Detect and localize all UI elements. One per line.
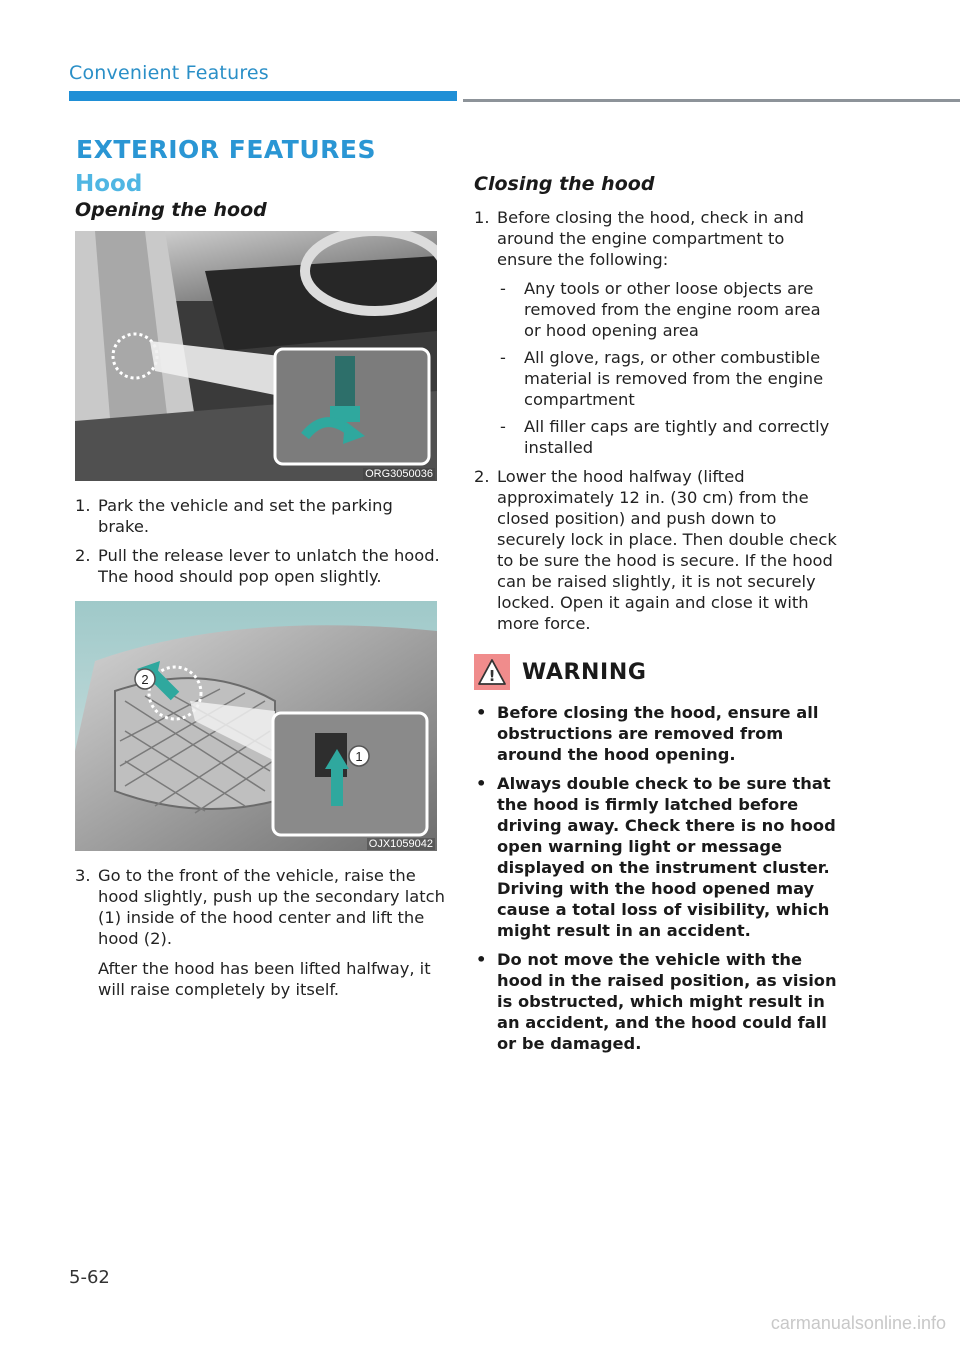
svg-text:!: !	[488, 667, 496, 685]
warning-list	[474, 702, 839, 1054]
car-front-illustration	[75, 601, 437, 851]
opening-steps-list	[75, 495, 445, 587]
list-item: • Always double check to be sure that the hood is firmly latched before driving away. Check there is no hood open warning light or message displayed on the instrument cluster. Driving with the hood opened may cause a total loss of visibility, which might result in an accident.	[476, 774, 836, 940]
list-item: - Any tools or other loose objects are removed from the engine room area or hood opening area	[500, 279, 821, 340]
closing-hood-heading: Closing the hood	[474, 173, 655, 195]
list-item: 2. Pull the release lever to unlatch the hood. The hood should pop open slightly.	[75, 546, 440, 586]
opening-steps-list-2	[75, 865, 445, 1000]
running-header: Convenient Features	[69, 62, 269, 84]
list-item: 2. Lower the hood halfway (lifted approximately 12 in. (30 cm) from the closed position) and push down to securely lock in place. Then double check to be sure the hood is secure. If the hood can be raised slightly, it is not securely locked. Open it again and close it with more force.	[474, 467, 837, 633]
list-item: 1. Before closing the hood, check in and around the engine compartment to ensure the following: - Any tools or other loose objects are removed from the engine room area or hood opening area - All glove, rags, or other combustible material is removed from the engine compartment - All filler caps are tightly and correctly installed	[474, 207, 839, 458]
list-item: - All glove, rags, or other combustible material is removed from the engine compartment	[500, 348, 824, 409]
page-number: 5-62	[69, 1267, 110, 1288]
list-item: • Before closing the hood, ensure all obstructions are removed from around the hood opening.	[476, 703, 819, 764]
list-item: • Do not move the vehicle with the hood in the raised position, as vision is obstructed, which might result in an accident, and the hood could fall or be damaged.	[476, 950, 837, 1053]
step-note: After the hood has been lifted halfway, it will raise completely by itself.	[98, 959, 431, 999]
right-column	[474, 173, 839, 1062]
callout-1: 1	[355, 749, 363, 764]
checklist	[497, 278, 839, 458]
figure-hood-release-lever	[75, 231, 437, 481]
closing-steps-list	[474, 207, 839, 634]
list-item: 3. Go to the front of the vehicle, raise the hood slightly, push up the secondary latch (1) inside of the hood center and lift the hood (2). After the hood has been lifted halfway, it will raise completely by itself.	[75, 866, 445, 999]
figure-hood-latch	[75, 601, 437, 851]
figure-code: ORG3050036	[365, 468, 433, 480]
watermark[interactable]: carmanualsonline.info	[770, 1313, 946, 1333]
interior-illustration	[75, 231, 437, 481]
header-bar-accent	[69, 91, 457, 101]
callout-2: 2	[141, 672, 149, 687]
section-title: EXTERIOR FEATURES	[76, 135, 376, 164]
list-item: 1. Park the vehicle and set the parking brake.	[75, 496, 393, 536]
list-item: - All filler caps are tightly and correctly installed	[500, 417, 830, 457]
hood-heading: Hood	[75, 171, 143, 197]
opening-hood-heading: Opening the hood	[75, 199, 267, 221]
figure-code: OJX1059042	[368, 838, 433, 850]
left-column	[75, 171, 445, 1008]
warning-triangle-icon	[474, 654, 510, 690]
warning-title: WARNING	[522, 659, 647, 685]
header-bar-rule	[463, 99, 960, 102]
warning-header	[474, 654, 839, 690]
